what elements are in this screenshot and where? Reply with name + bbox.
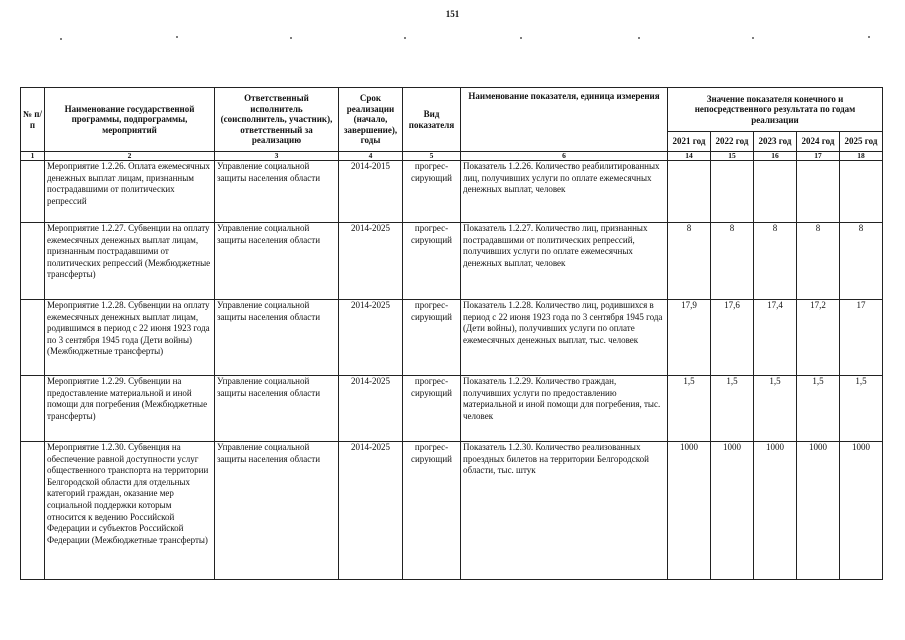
header-num: № п/п bbox=[21, 88, 45, 152]
indicator-name: Показатель 1.2.30. Количество реализованных проездных билетов на территории Белгородской области, тыс. штук bbox=[461, 442, 668, 580]
value-2021: 1000 bbox=[668, 442, 711, 580]
header-year: 2024 год bbox=[797, 132, 840, 152]
term: 2014-2015 bbox=[339, 161, 403, 223]
value-2025: 1,5 bbox=[840, 376, 883, 442]
row-num-cell bbox=[21, 161, 45, 223]
value-2023: 8 bbox=[754, 223, 797, 300]
row-num-cell bbox=[21, 442, 45, 580]
executor: Управление социальной защиты населения области bbox=[215, 376, 339, 442]
value-2024: 1000 bbox=[797, 442, 840, 580]
value-2021: 8 bbox=[668, 223, 711, 300]
value-2025 bbox=[840, 161, 883, 223]
scan-speck bbox=[290, 37, 292, 39]
term: 2014-2025 bbox=[339, 223, 403, 300]
scan-speck bbox=[868, 36, 870, 38]
header-indicator-name: Наименование показателя, единица измерения bbox=[461, 88, 668, 152]
value-2024 bbox=[797, 161, 840, 223]
value-2023: 17,4 bbox=[754, 300, 797, 376]
value-2024: 8 bbox=[797, 223, 840, 300]
activity-name: Мероприятие 1.2.27. Субвенции на оплату ежемесячных денежных выплат лицам, признанным пострадавшими от политических репрессий (Межбюджетные трансферты) bbox=[45, 223, 215, 300]
indicator-name: Показатель 1.2.27. Количество лиц, признанных пострадавшими от политических репрессий, получивших услуги по оплате ежемесячных денежных выплат, человек bbox=[461, 223, 668, 300]
value-2021 bbox=[668, 161, 711, 223]
term: 2014-2025 bbox=[339, 376, 403, 442]
executor: Управление социальной защиты населения области bbox=[215, 223, 339, 300]
value-2023 bbox=[754, 161, 797, 223]
scan-speck bbox=[60, 38, 62, 40]
column-index: 5 bbox=[403, 152, 461, 161]
activity-name: Мероприятие 1.2.30. Субвенция на обеспечение равной доступности услуг общественного транспорта на территории Белгородской области для отдельных категорий граждан, оказание мер социальной поддержки которым относится к ведению Российской Федерации и субъектов Российской Федерации (Межбюджетные трансферты) bbox=[45, 442, 215, 580]
scan-speck bbox=[752, 37, 754, 39]
value-2022: 8 bbox=[711, 223, 754, 300]
activity-name: Мероприятие 1.2.28. Субвенции на оплату ежемесячных денежных выплат лицам, родившимся в период с 22 июня 1923 года по 3 сентября 1945 года (Дети войны) (Межбюджетные трансферты) bbox=[45, 300, 215, 376]
activity-name: Мероприятие 1.2.26. Оплата ежемесячных денежных выплат лицам, признанным пострадавшими от политических репрессий bbox=[45, 161, 215, 223]
program-table bbox=[20, 87, 883, 580]
column-index: 6 bbox=[461, 152, 668, 161]
scan-speck bbox=[404, 37, 406, 39]
executor: Управление социальной защиты населения области bbox=[215, 300, 339, 376]
scan-speck bbox=[638, 37, 640, 39]
column-index: 1 bbox=[21, 152, 45, 161]
column-index: 15 bbox=[711, 152, 754, 161]
header-program-name: Наименование государственной программы, подпрограммы, мероприятий bbox=[45, 88, 215, 152]
scan-speck bbox=[176, 36, 178, 38]
table-row bbox=[21, 442, 883, 580]
activity-name: Мероприятие 1.2.29. Субвенции на предоставление материальной и иной помощи для погребения (Межбюджетные трансферты) bbox=[45, 376, 215, 442]
column-index: 2 bbox=[45, 152, 215, 161]
value-2021: 1,5 bbox=[668, 376, 711, 442]
executor: Управление социальной защиты населения области bbox=[215, 442, 339, 580]
executor: Управление социальной защиты населения области bbox=[215, 161, 339, 223]
term: 2014-2025 bbox=[339, 442, 403, 580]
value-2025: 8 bbox=[840, 223, 883, 300]
value-2022: 17,6 bbox=[711, 300, 754, 376]
page-number: 151 bbox=[445, 9, 460, 19]
column-index: 3 bbox=[215, 152, 339, 161]
indicator-name: Показатель 1.2.28. Количество лиц, родившихся в период с 22 июня 1923 года по 3 сентября 1945 года (Дети войны), получивших услуги по оплате ежемесячных денежных выплат, тыс. человек bbox=[461, 300, 668, 376]
indicator-kind: прогрес- сирующий bbox=[403, 161, 461, 223]
value-2022: 1000 bbox=[711, 442, 754, 580]
value-2024: 17,2 bbox=[797, 300, 840, 376]
indicator-name: Показатель 1.2.29. Количество граждан, получивших услуги по предоставлению материальной и иной помощи для погребения, тыс. человек bbox=[461, 376, 668, 442]
row-num-cell bbox=[21, 223, 45, 300]
header-year: 2021 год bbox=[668, 132, 711, 152]
header-year: 2025 год bbox=[840, 132, 883, 152]
value-2023: 1000 bbox=[754, 442, 797, 580]
row-num-cell bbox=[21, 300, 45, 376]
header-year: 2023 год bbox=[754, 132, 797, 152]
column-index: 18 bbox=[840, 152, 883, 161]
indicator-kind: прогрес- сирующий bbox=[403, 442, 461, 580]
column-index: 17 bbox=[797, 152, 840, 161]
indicator-kind: прогрес- сирующий bbox=[403, 300, 461, 376]
value-2024: 1,5 bbox=[797, 376, 840, 442]
column-index: 4 bbox=[339, 152, 403, 161]
column-index: 16 bbox=[754, 152, 797, 161]
value-2021: 17,9 bbox=[668, 300, 711, 376]
scan-speck bbox=[520, 37, 522, 39]
value-2025: 17 bbox=[840, 300, 883, 376]
header-term: Срок реализации (начало, завершение), годы bbox=[339, 88, 403, 152]
value-2025: 1000 bbox=[840, 442, 883, 580]
header-indicator-kind: Вид показателя bbox=[403, 88, 461, 152]
term: 2014-2025 bbox=[339, 300, 403, 376]
header-values-group: Значение показателя конечного и непосредственного результата по годам реализации bbox=[668, 88, 883, 132]
indicator-kind: прогрес- сирующий bbox=[403, 223, 461, 300]
table-row bbox=[21, 223, 883, 300]
row-num-cell bbox=[21, 376, 45, 442]
indicator-kind: прогрес- сирующий bbox=[403, 376, 461, 442]
header-year: 2022 год bbox=[711, 132, 754, 152]
value-2023: 1,5 bbox=[754, 376, 797, 442]
header-executor: Ответственный исполнитель (соисполнитель, участник), ответственный за реализацию bbox=[215, 88, 339, 152]
value-2022 bbox=[711, 161, 754, 223]
table-row bbox=[21, 161, 883, 223]
column-index: 14 bbox=[668, 152, 711, 161]
value-2022: 1,5 bbox=[711, 376, 754, 442]
table-row bbox=[21, 376, 883, 442]
table-row bbox=[21, 300, 883, 376]
indicator-name: Показатель 1.2.26. Количество реабилитированных лиц, получивших услуги по оплате ежемесячных денежных выплат, человек bbox=[461, 161, 668, 223]
